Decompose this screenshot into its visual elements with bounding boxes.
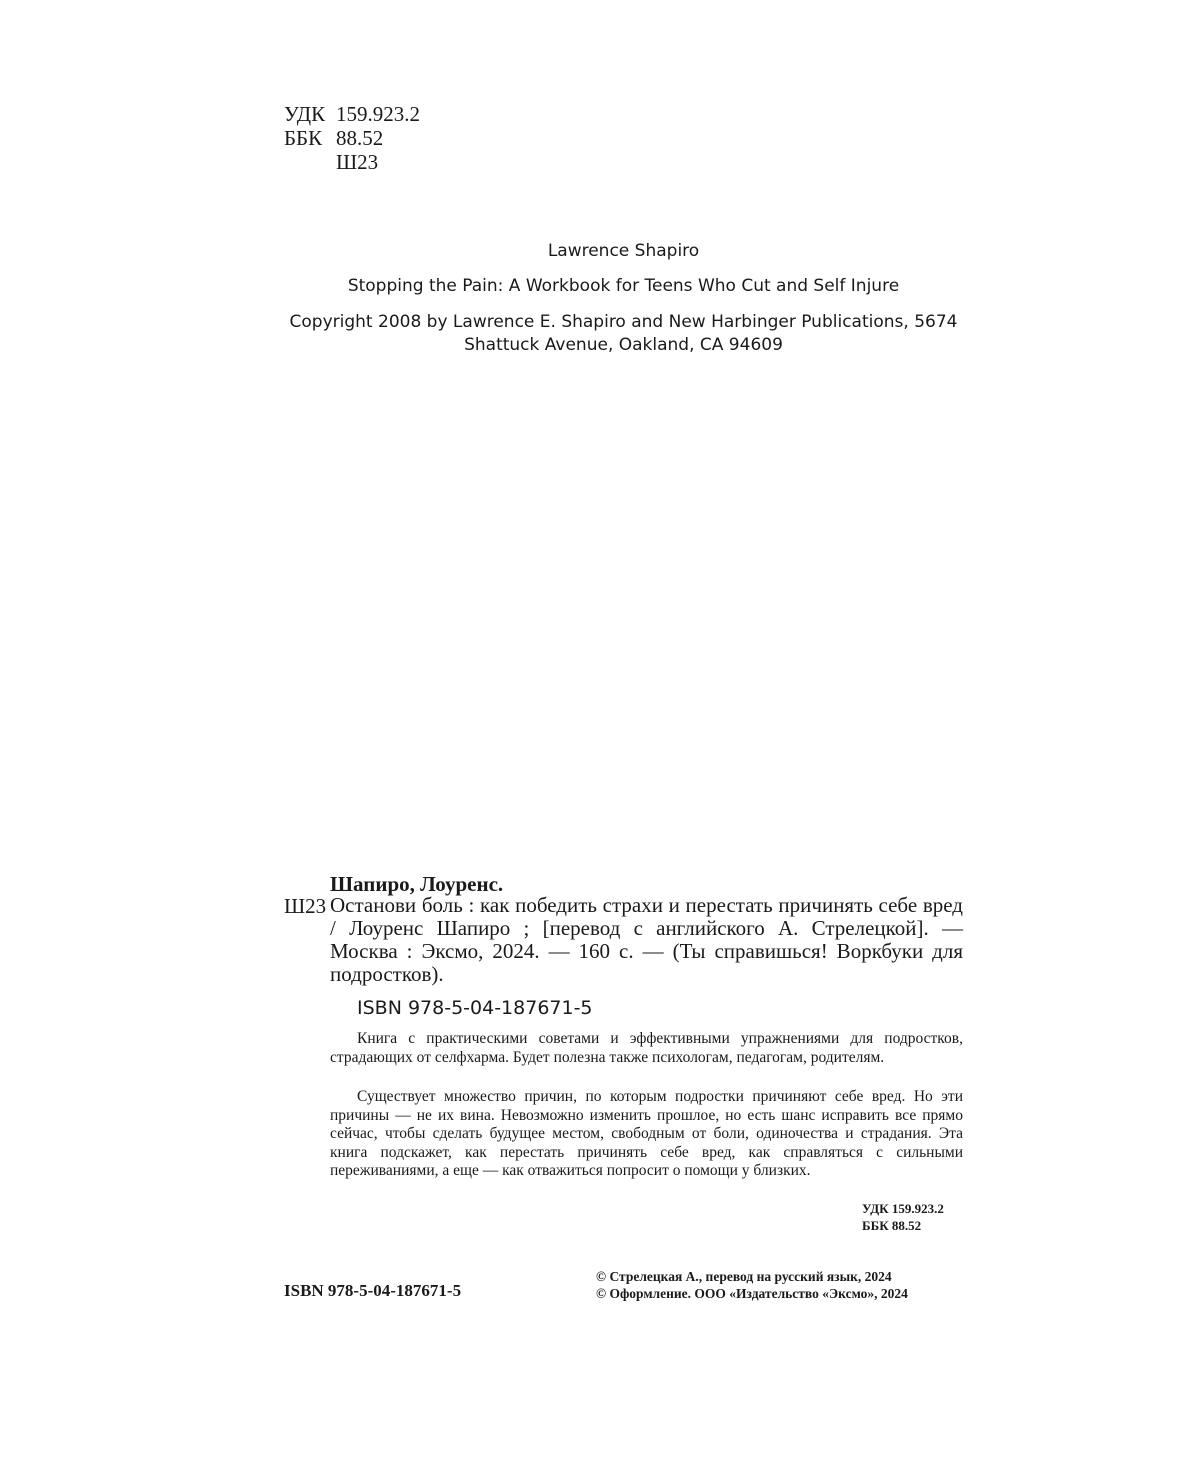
- udk-value: 159.923.2: [336, 102, 420, 126]
- author-sign: Ш23: [336, 150, 379, 174]
- bibliographic-author-heading: Шапиро, Лоуренс.: [330, 872, 504, 896]
- bbk-label: ББК: [284, 126, 323, 150]
- original-title: Stopping the Pain: A Workbook for Teens Who Cut and Self Injure: [347, 276, 900, 296]
- design-copyright: © Оформление. ООО «Издательство «Эксмо», 2024: [596, 1286, 908, 1301]
- bbk-value: 88.52: [336, 126, 384, 150]
- bibliographic-description: Останови боль : как победить страхи и перестать причинять себе вред / Лоуренс Шапиро ; [перевод с английского А. Стрелецкой]. — Москва : Эксмо, 2024. — 160 с. — (Ты справишься! Воркбуки для подростков).: [330, 893, 963, 986]
- annotation-paragraph-2: [330, 1088, 963, 1181]
- translation-copyright: © Стрелецкая А., перевод на русский язык, 2024: [596, 1269, 892, 1284]
- original-copyright: [284, 311, 963, 357]
- bibliographic-author-sign: Ш23: [284, 894, 327, 918]
- bottom-udk: УДК 159.923.2: [862, 1201, 944, 1216]
- annotation-text-1: Книга с практическими советами и эффективными упражнениями для подростков, страдающих от селфхарма. Будет полезна также психологам, педагогам, родителям.: [330, 1030, 963, 1066]
- bottom-classification-codes: [862, 1200, 944, 1234]
- author-sign-row: [284, 150, 420, 174]
- copyright-line-1: Copyright 2008 by Lawrence E. Shapiro and New Harbinger Publications, 5674: [289, 312, 958, 332]
- isbn-bottom: ISBN 978-5-04-187671-5: [284, 1281, 462, 1300]
- bbk-row: [284, 126, 420, 150]
- copyright-notices: [596, 1268, 908, 1302]
- bibliographic-isbn: ISBN 978-5-04-187671-5: [357, 997, 593, 1019]
- bottom-bbk: ББК 88.52: [862, 1218, 922, 1233]
- original-author: Lawrence Shapiro: [547, 241, 700, 261]
- copyright-line-2: Shattuck Avenue, Oakland, CA 94609: [464, 335, 783, 355]
- udk-row: [284, 102, 420, 126]
- classification-codes: [284, 102, 420, 174]
- annotation-paragraph-1: [330, 1030, 963, 1067]
- udk-label: УДК: [284, 102, 326, 126]
- annotation-text-2: Существует множество причин, по которым подростки причиняют себе вред. Но эти причины — не их вина. Невозможно изменить прошлое, но есть шанс исправить все прямо сейчас, чтобы сделать будущее местом, свободным от боли, одиночества и страдания. Эта книга подскажет, как перестать причинять себе вред, как справляться с сильными переживаниями, а еще — как отважиться попросит о помощи у близких.: [330, 1088, 963, 1179]
